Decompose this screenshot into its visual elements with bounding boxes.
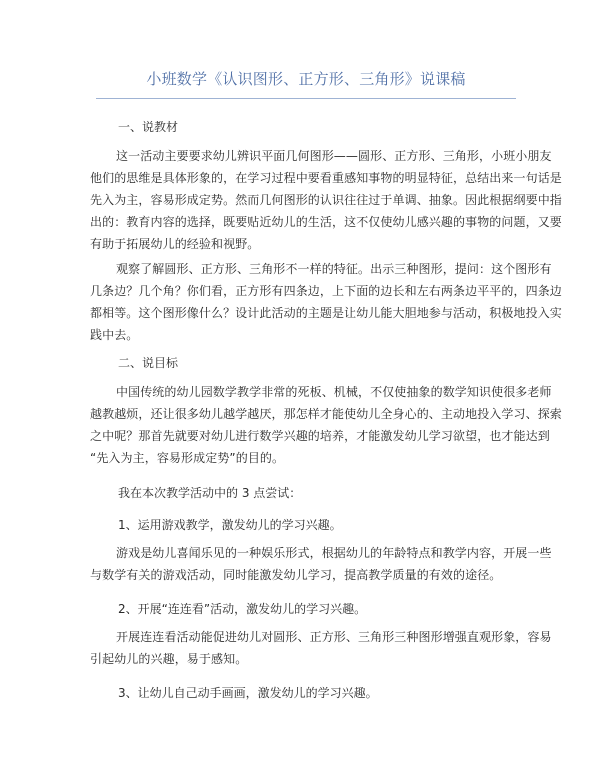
paragraph-material-1 bbox=[90, 145, 562, 255]
text-line: 践中去。 bbox=[90, 328, 139, 342]
paragraph-objectives-1 bbox=[90, 381, 562, 469]
text-line: 之中呢？那首先就要对幼儿进行数学兴趣的培养，才能激发幼儿学习欲望，也才能达到 bbox=[90, 429, 550, 443]
list-item-3: 3、让幼儿自己动手画画，激发幼儿的学习兴趣。 bbox=[118, 686, 378, 700]
text-line: “先入为主，容易形成定势”的目的。 bbox=[90, 451, 285, 465]
section-heading-objectives: 二、说目标 bbox=[118, 356, 179, 370]
text-line: 几条边？几个角？你们看，正方形有四条边，上下面的边长和左右两条边平平的，四条边 bbox=[90, 284, 562, 298]
text-line: 游戏是幼儿喜闻乐见的一种娱乐形式，根据幼儿的年龄特点和教学内容，开展一些 bbox=[116, 546, 552, 560]
paragraph-item-1 bbox=[90, 542, 552, 586]
list-item-1: 1、运用游戏教学，激发幼儿的学习兴趣。 bbox=[118, 518, 342, 532]
text-line: 先入为主，容易形成定势。然而几何图形的认识往往过于单调、抽象。因此根据纲要中指 bbox=[90, 193, 562, 207]
paragraph-material-2 bbox=[90, 258, 562, 346]
title-underline bbox=[96, 98, 516, 99]
text-line: 他们的思维是具体形象的，在学习过程中要看重感知事物的明显特征，总结出来一句话是 bbox=[90, 171, 562, 185]
attempts-intro: 我在本次教学活动中的 3 点尝试： bbox=[118, 486, 302, 500]
text-line: 有助于拓展幼儿的经验和视野。 bbox=[90, 237, 260, 251]
text-line: 出的：教育内容的选择，既要贴近幼儿的生活，这不仅使幼儿感兴趣的事物的问题，又要 bbox=[90, 215, 562, 229]
text-line: 观察了解圆形、正方形、三角形不一样的特征。出示三种图形，提问：这个图形有 bbox=[116, 262, 552, 276]
text-line: 开展连连看活动能促进幼儿对圆形、正方形、三角形三种图形增强直观形象，容易 bbox=[116, 630, 552, 644]
text-line: 与数学有关的游戏活动，同时能激发幼儿学习，提高教学质量的有效的途径。 bbox=[90, 568, 502, 582]
text-line: 越教越烦，还让很多幼儿越学越厌，那怎样才能使幼儿全身心的、主动地投入学习、探索 bbox=[90, 407, 562, 421]
text-line: 都相等。这个图形像什么？设计此活动的主题是让幼儿能大胆地参与活动，积极地投入实 bbox=[90, 306, 562, 320]
paragraph-item-2 bbox=[90, 626, 552, 670]
text-line: 中国传统的幼儿园数学教学非常的死板、机械，不仅使抽象的数学知识使很多老师 bbox=[116, 385, 552, 399]
document-title: 小班数学《认识图形、正方形、三角形》说课稿 bbox=[146, 70, 466, 88]
text-line: 引起幼儿的兴趣，易于感知。 bbox=[90, 652, 248, 666]
text-line: 这一活动主要要求幼儿辨识平面几何图形——圆形、正方形、三角形，小班小朋友 bbox=[116, 149, 552, 163]
section-heading-teaching-material: 一、说教材 bbox=[118, 120, 179, 134]
list-item-2: 2、开展“连连看”活动，激发幼儿的学习兴趣。 bbox=[118, 602, 367, 616]
